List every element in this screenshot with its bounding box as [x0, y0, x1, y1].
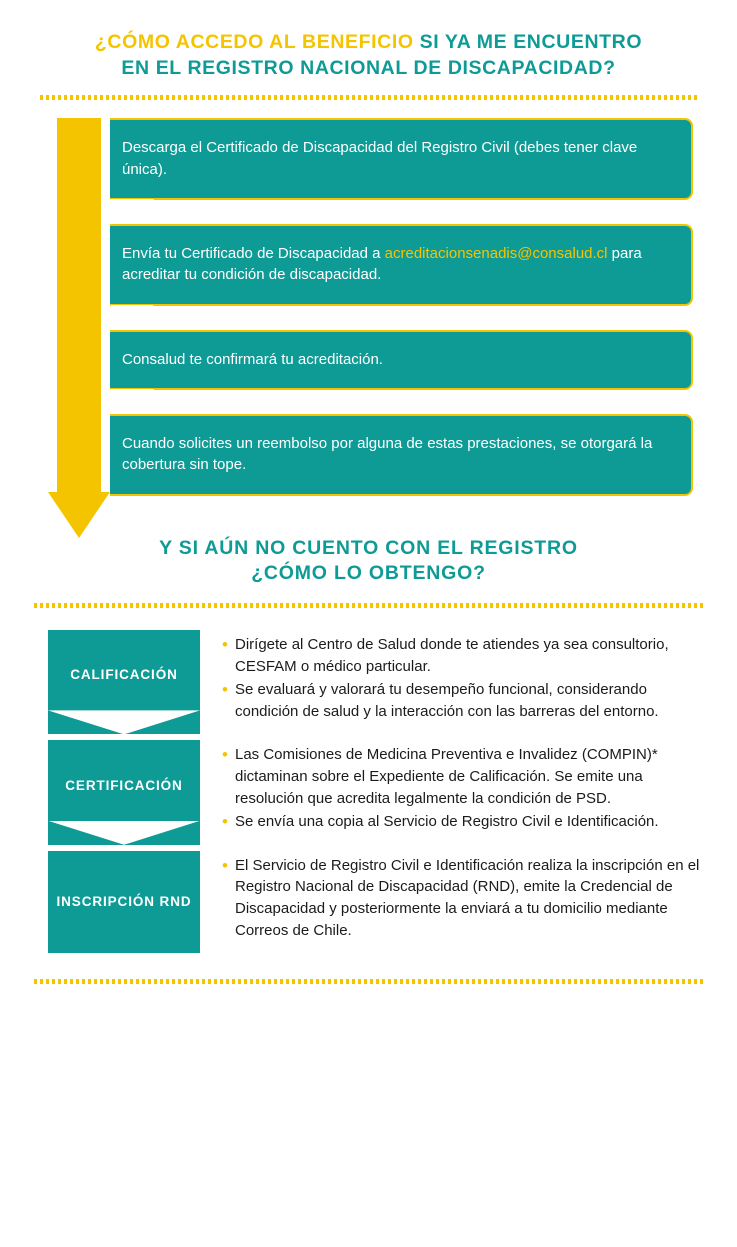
step-card [110, 330, 693, 390]
title-part-teal-2: EN EL REGISTRO NACIONAL DE DISCAPACIDAD? [121, 56, 616, 79]
phase-label-certificacion [48, 740, 200, 844]
phase-label-text: INSCRIPCIÓN RND [56, 894, 192, 910]
step-text: Cuando solicites un reembolso por alguna de estas prestaciones, se otorgará la cobertura sin tope. [122, 434, 653, 474]
phase-body [200, 740, 709, 844]
section-one-title [0, 30, 737, 81]
list-item: • Dirígete al Centro de Salud donde te atiendes ya sea consultorio, CESFAM o médico particular. [222, 634, 709, 677]
phase-body [200, 630, 709, 734]
step-card [110, 224, 693, 306]
list-item: • Las Comisiones de Medicina Preventiva e Invalidez (COMPIN)* dictaminan sobre el Expediente de Calificación. Se emite una resolución que acredita legalmente la condición de PSD. [222, 744, 709, 809]
section-obtain-registry [0, 536, 737, 985]
phase-label-text: CERTIFICACIÓN [65, 777, 183, 793]
section-access-benefit [0, 0, 737, 496]
step-card [110, 414, 693, 496]
phase-label-calificacion [48, 630, 200, 734]
phase-row [48, 630, 709, 734]
bullet-list [222, 634, 709, 722]
phase-label-text: CALIFICACIÓN [70, 667, 178, 683]
flow-down-arrow-icon [48, 118, 110, 538]
list-item: • Se envía una copia al Servicio de Registro Civil e Identificación. [222, 811, 709, 833]
chevron-down-icon [48, 710, 200, 734]
phase-label-inscripcion-rnd [48, 851, 200, 953]
list-item: • Se evaluará y valorará tu desempeño funcional, considerando condición de salud y la interacción con las barreras del entorno. [222, 679, 709, 722]
phase-list [0, 630, 737, 953]
dotted-divider-top [40, 95, 697, 100]
dotted-divider-bottom [34, 979, 703, 984]
arrow-head [48, 492, 110, 538]
title-line-1: Y SI AÚN NO CUENTO CON EL REGISTRO [159, 536, 578, 559]
section-two-title [0, 536, 737, 587]
arrow-shaft [57, 118, 101, 496]
bullet-list [222, 855, 709, 941]
step-text-cont: para acreditar tu condición de discapacidad. [122, 245, 642, 284]
phase-row [48, 740, 709, 844]
step-text: Descarga el Certificado de Discapacidad del Registro Civil (debes tener clave única). [122, 139, 638, 178]
email-link[interactable]: acreditacionsenadis@consalud.cl [384, 245, 608, 263]
phase-body [200, 851, 709, 953]
chevron-down-icon [48, 821, 200, 845]
step-text: Envía tu Certificado de Discapacidad a [122, 245, 385, 263]
step-text: Consalud te confirmará tu acreditación. [122, 350, 383, 368]
title-line-2: ¿CÓMO LO OBTENGO? [251, 562, 486, 585]
step-list [110, 118, 693, 495]
step-card [110, 118, 693, 200]
title-part-yellow: ¿CÓMO ACCEDO AL BENEFICIO [94, 31, 414, 53]
phase-row [48, 851, 709, 953]
bullet-list [222, 744, 709, 832]
title-part-teal-1: SI YA ME ENCUENTRO [419, 31, 643, 53]
list-item: • El Servicio de Registro Civil e Identificación realiza la inscripción en el Registro Nacional de Discapacidad (RND), emite la Credencial de Discapacidad y posteriormente la enviará a tu domicilio mediante Correos de Chile. [222, 855, 709, 941]
dotted-divider-middle [34, 603, 703, 608]
